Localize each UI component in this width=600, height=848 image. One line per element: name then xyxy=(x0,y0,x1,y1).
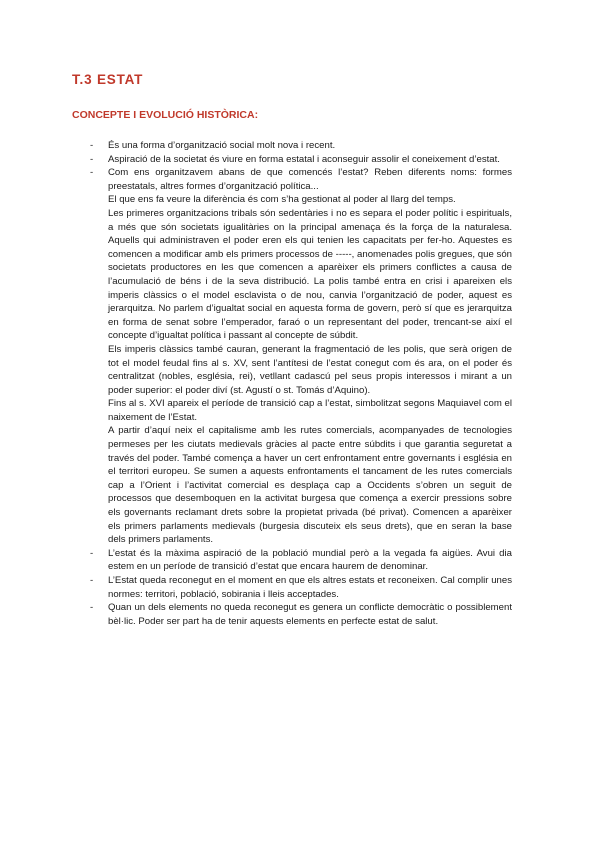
paragraph: Els imperis clàssics també cauran, generant la fragmentació de les polis, que serà origen de tot el model feudal fins al s. XV, sent l’antítesi de l’estat conegut com és ara, on el poder és centralitzat (nobles, església, rei), vetllant cadascú pel seus propis interessos i mirant a un poder superior: el poder diví (st. Agustí o st. Tomás d’Aquino). xyxy=(108,343,512,396)
list-item xyxy=(72,153,512,167)
paragraph: Les primeres organitzacions tribals són sedentàries i no es separa el poder polític i espirituals, a més que són societats igualitàries on la principal amenaça és la força de la naturalesa. Aquells qui administraven el poder eren els qui tenien les capacitats per fer-ho. Aquestes es comencen a modificar amb els primers processos de -----, anomenades polis gregues, que són societats productores en les que comencen a aparèixer els primers conflictes a causa de l’acumulació de béns i de la seva distribució. La polis també entra en crisi i apareixen els imperis clàssics o el model esclavista o de nou, canvia l’organització de poder, aquest es jerarquitza. No parlem d’igualtat social en aquesta forma de govern, però sí que es jerarquitza en forma de senat sobre l’emperador, faraó o un representant del poder, trencant-se així el concepte d’igualtat política i passant al concepte de súbdit. xyxy=(108,207,512,342)
paragraph: Fins al s. XVI apareix el període de transició cap a l’estat, simbolitzat segons Maquiavel com el naixement de l’Estat. xyxy=(108,398,512,423)
paragraph: Quan un dels elements no queda reconegut es genera un conflicte democràtic o possiblement bèl·lic. Poder ser part ha de tenir aquests elements en perfecte estat de salut. xyxy=(108,602,512,627)
bullet-list xyxy=(72,139,512,628)
list-item xyxy=(72,139,512,153)
paragraph: L’estat és la màxima aspiració de la població mundial però a la vegada fa aigües. Avui dia estem en un període de transició d’estat que encara haurem de denominar. xyxy=(108,547,512,573)
list-item xyxy=(72,166,512,547)
paragraph: El que ens fa veure la diferència és com s’ha gestionat al poder al llarg del temps. xyxy=(108,194,456,206)
list-item xyxy=(72,601,512,628)
list-item xyxy=(72,574,512,601)
section-title: CONCEPTE I EVOLUCIÓ HISTÒRICA: xyxy=(72,109,259,121)
paragraph: L’Estat queda reconegut en el moment en que els altres estats et reconeixen. Cal complir unes normes: territori, població, sobirania i lleis acceptades. xyxy=(108,575,512,600)
paragraph: Aspiració de la societat és viure en forma estatal i aconseguir assolir el coneixement d’estat. xyxy=(108,153,500,165)
paragraph: És una forma d’organització social molt nova i recent. xyxy=(108,140,336,151)
bullet-dash: - xyxy=(90,153,94,165)
list-item xyxy=(72,547,512,574)
bullet-dash: - xyxy=(90,602,94,614)
paragraph: Com ens organitzavem abans de que comencés l’estat? Reben diferents noms: formes preestatals, altres formes d’organització política... xyxy=(108,167,512,192)
bullet-dash: - xyxy=(90,140,94,151)
document-title: T.3 ESTAT xyxy=(72,72,144,87)
paragraph: A partir d’aquí neix el capitalisme amb les rutes comercials, acompanyades de tecnologies permeses per les ciutats medievals gràcies al pacte entre súbdits i que garantia seguretat a través del poder. També comença a haver un cert enfrontament entre governants i església en el territori europeu. Se sumen a aquests enfrontaments el tancament de les rutes comercials cap a l’Orient i l’activitat comercial es desplaça cap a Occidents s’obren un seguit de processos que desemboquen en la activitat burgesa que comença a exercir pressions sobre els governants reclamant drets sobre la propietat privada (bé privat). Comencen a aparèixer els primers parlaments medievals (burgesia discuteix els seus drets), que en seran la base dels primers parlaments. xyxy=(108,425,512,546)
bullet-dash: - xyxy=(90,547,94,559)
bullet-dash: - xyxy=(90,575,94,586)
bullet-dash: - xyxy=(90,167,94,179)
